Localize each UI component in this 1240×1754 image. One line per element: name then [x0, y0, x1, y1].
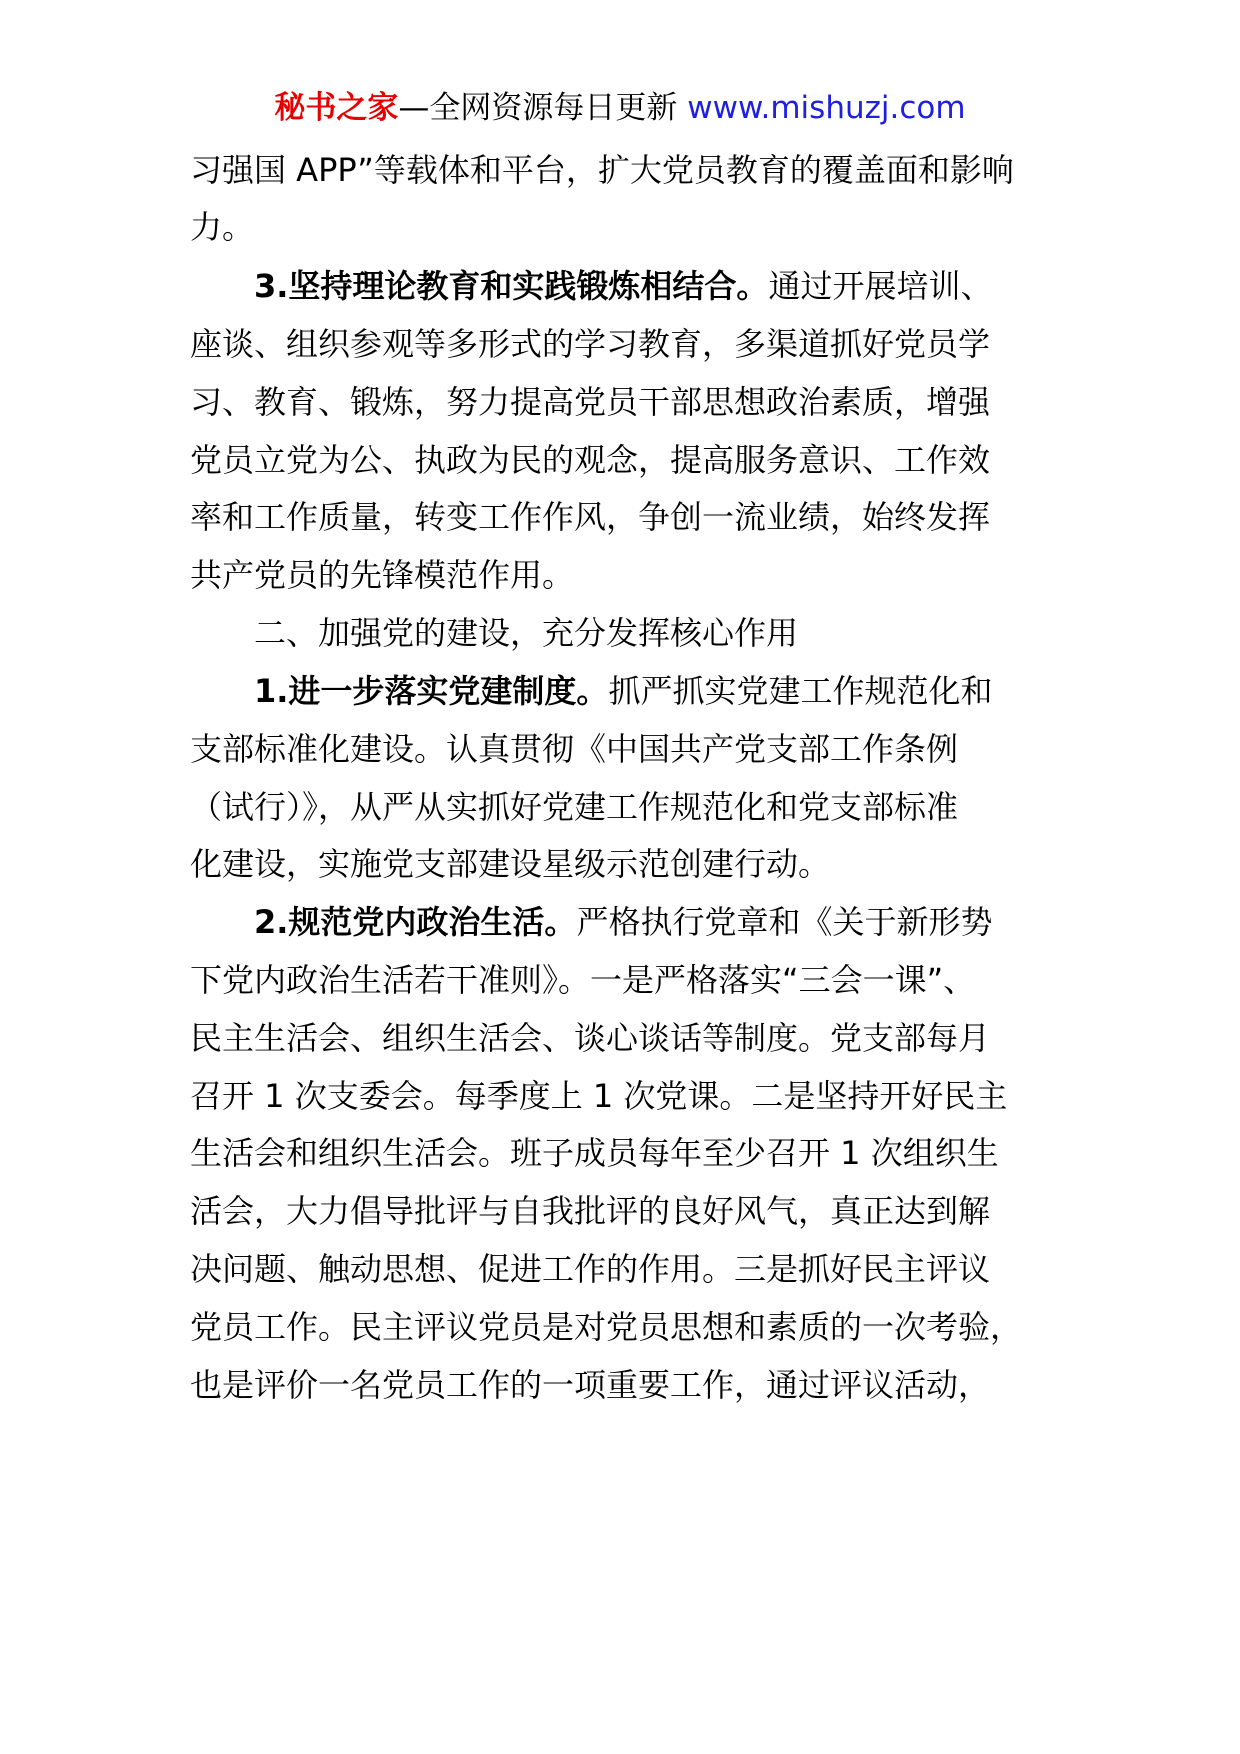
- body-line: 习强国 APP”等载体和平台，扩大党员教育的覆盖面和影响: [190, 151, 1014, 189]
- body-line: 座谈、组织参观等多形式的学习教育，多渠道抓好党员学: [190, 325, 991, 363]
- body-line: （试行）》，从严从实抓好党建工作规范化和党支部标准: [190, 788, 959, 826]
- subsection-title: 2.规范党内政治生活。: [254, 903, 577, 941]
- body-line: 也是评价一名党员工作的一项重要工作，通过评议活动，: [190, 1366, 991, 1404]
- body-line: 力。: [190, 208, 255, 246]
- body-line: 党员立党为公、执政为民的观念，提高服务意识、工作效: [190, 441, 991, 479]
- body-line: 习、教育、锻炼，努力提高党员干部思想政治素质，增强: [190, 383, 991, 421]
- body-line: 生活会和组织生活会。班子成员每年至少召开 1 次组织生: [190, 1134, 999, 1172]
- body-line: 共产党员的先锋模范作用。: [190, 556, 575, 594]
- section-title: 二、加强党的建设，充分发挥核心作用: [254, 614, 799, 652]
- site-url[interactable]: www.mishuzj.com: [687, 90, 966, 126]
- body-line: 率和工作质量，转变工作作风，争创一流业绩，始终发挥: [190, 498, 991, 536]
- page-header: [0, 88, 1240, 128]
- section-heading-line: 2.规范党内政治生活。严格执行党章和《关于新形势: [254, 903, 993, 941]
- body-line: 党员工作。民主评议党员是对党员思想和素质的一次考验，: [190, 1308, 1023, 1346]
- subsection-title: 1.进一步落实党建制度。: [254, 672, 609, 710]
- section-heading-line: 3.坚持理论教育和实践锻炼相结合。通过开展培训、: [254, 267, 993, 305]
- body-line: 活会，大力倡导批评与自我批评的良好风气，真正达到解: [190, 1192, 991, 1230]
- body-line: 化建设，实施党支部建设星级示范创建行动。: [190, 845, 831, 883]
- subsection-title: 3.坚持理论教育和实践锻炼相结合。: [254, 267, 769, 305]
- site-tagline: —全网资源每日更新: [398, 90, 688, 126]
- site-brand: 秘书之家: [274, 90, 399, 126]
- body-line: 民主生活会、组织生活会、谈心谈话等制度。党支部每月: [190, 1019, 991, 1057]
- body-line: 决问题、触动思想、促进工作的作用。三是抓好民主评议: [190, 1250, 991, 1288]
- body-line: 下党内政治生活若干准则》。一是严格落实“三会一课”、: [190, 961, 976, 999]
- section-heading-line: 1.进一步落实党建制度。抓严抓实党建工作规范化和: [254, 672, 993, 710]
- body-line: 召开 1 次支委会。每季度上 1 次党课。二是坚持开好民主: [190, 1077, 1008, 1115]
- body-line: 支部标准化建设。认真贯彻《中国共产党支部工作条例: [190, 730, 959, 768]
